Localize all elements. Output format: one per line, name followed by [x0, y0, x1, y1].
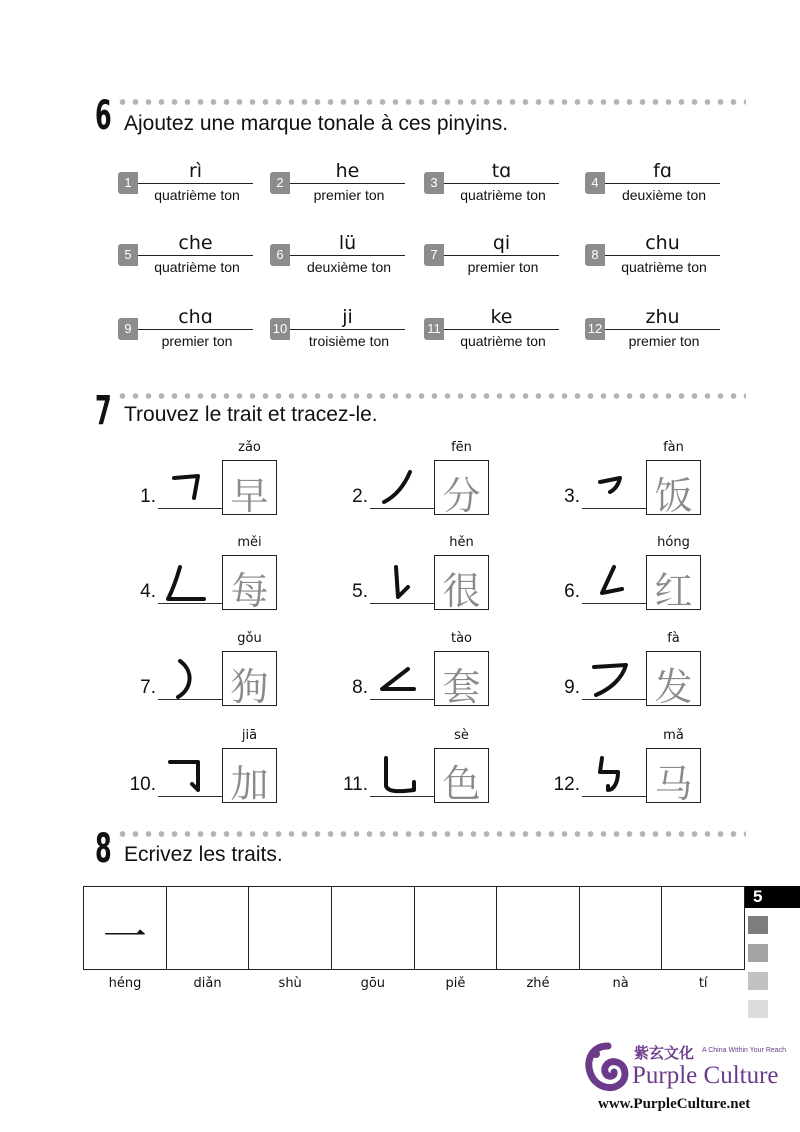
brand-watermark — [584, 1040, 794, 1120]
answer-line[interactable] — [582, 603, 646, 604]
stroke-name-label: héng — [108, 976, 142, 991]
chapter-tab-shade-3 — [748, 972, 768, 990]
answer-line — [605, 255, 720, 256]
stroke-writing-cell[interactable] — [249, 887, 332, 969]
stroke-name-label: zhé — [526, 976, 550, 991]
pinyin-answer-field[interactable]: qi — [492, 232, 511, 254]
section8-number: 8 — [95, 826, 112, 872]
character-pinyin: jiā — [241, 728, 258, 743]
character-pinyin: hóng — [657, 535, 690, 550]
tone-exercise-item — [424, 229, 564, 273]
stroke-writing-cell[interactable] — [580, 887, 663, 969]
character-pinyin: fēn — [451, 440, 472, 455]
item-number: 4. — [140, 581, 156, 602]
stroke-writing-cell[interactable] — [332, 887, 415, 969]
item-number-badge: 7 — [424, 244, 444, 266]
stroke-exercise-item — [116, 442, 296, 532]
stroke-exercise-item — [328, 442, 508, 532]
pinyin-answer-field[interactable]: ji — [342, 306, 353, 328]
stroke-glyph-icon — [162, 464, 214, 508]
tone-hint: deuxième ton — [306, 259, 392, 275]
answer-line — [138, 329, 253, 330]
answer-line[interactable] — [582, 699, 646, 700]
pinyin-answer-field[interactable]: he — [335, 160, 360, 182]
item-number-badge: 2 — [270, 172, 290, 194]
character-glyph: 饭 — [654, 474, 693, 518]
pinyin-answer-field[interactable]: ke — [490, 306, 513, 328]
answer-line — [290, 183, 405, 184]
stroke-glyph-icon — [374, 752, 426, 796]
character-box — [646, 555, 701, 613]
character-pinyin: tào — [450, 631, 473, 646]
item-number: 6. — [564, 581, 580, 602]
item-number-badge: 5 — [118, 244, 138, 266]
character-glyph: 套 — [442, 665, 481, 709]
character-pinyin: gǒu — [237, 631, 262, 646]
cell-stroke: 一 — [102, 912, 147, 963]
pinyin-answer-field[interactable]: zhu — [645, 306, 680, 328]
character-box — [222, 555, 277, 613]
item-number-badge: 12 — [585, 318, 605, 340]
item-number: 2. — [352, 486, 368, 507]
item-number-badge: 8 — [585, 244, 605, 266]
character-glyph: 早 — [230, 474, 269, 518]
character-pinyin: měi — [237, 535, 262, 550]
character-box — [434, 651, 489, 709]
stroke-exercise-item — [328, 730, 508, 820]
brand-name: Purple Culture — [632, 1062, 779, 1089]
item-number-badge: 1 — [118, 172, 138, 194]
stroke-glyph-icon — [586, 464, 638, 508]
character-glyph: 狗 — [230, 665, 269, 709]
tone-hint: premier ton — [161, 333, 233, 349]
chapter-tab-label: 5 — [753, 887, 763, 906]
pinyin-answer-field[interactable]: rì — [188, 160, 203, 182]
character-glyph: 红 — [654, 569, 693, 613]
section6-dotted-rule — [116, 99, 746, 105]
section8-title: Ecrivez les traits. — [124, 843, 283, 866]
tone-hint: quatrième ton — [154, 259, 240, 275]
stroke-exercise-item — [328, 537, 508, 627]
character-pinyin: hěn — [449, 535, 474, 550]
answer-line — [138, 255, 253, 256]
stroke-writing-cell[interactable] — [497, 887, 580, 969]
tone-exercise-item — [585, 229, 725, 273]
item-number: 5. — [352, 581, 368, 602]
stroke-exercise-item — [540, 633, 720, 723]
stroke-glyph-icon — [162, 655, 214, 699]
answer-line — [444, 183, 559, 184]
item-number: 3. — [564, 486, 580, 507]
section8-dotted-rule — [116, 831, 746, 837]
tone-exercise-item — [270, 157, 410, 201]
section7-dotted-rule — [116, 393, 746, 399]
stroke-glyph-icon — [586, 752, 638, 796]
item-number-badge: 4 — [585, 172, 605, 194]
stroke-exercise-item — [116, 730, 296, 820]
tone-exercise-item — [585, 157, 725, 201]
tone-exercise-item — [118, 229, 258, 273]
character-box — [222, 651, 277, 709]
character-pinyin: sè — [454, 728, 469, 743]
stroke-name-label: diǎn — [193, 976, 222, 991]
answer-line[interactable] — [370, 699, 434, 700]
stroke-writing-cell[interactable] — [415, 887, 498, 969]
answer-line — [290, 255, 405, 256]
item-number-badge: 6 — [270, 244, 290, 266]
tone-hint: premier ton — [313, 187, 385, 203]
answer-line — [290, 329, 405, 330]
stroke-writing-cell[interactable] — [84, 887, 167, 969]
chapter-tab-shade-2 — [748, 944, 768, 962]
answer-line[interactable] — [158, 603, 222, 604]
character-glyph: 发 — [654, 665, 693, 709]
brand-chinese-name: 紫玄文化 — [634, 1044, 695, 1062]
answer-line[interactable] — [582, 796, 646, 797]
answer-line — [138, 183, 253, 184]
character-box — [434, 555, 489, 613]
pinyin-answer-field[interactable]: tɑ — [491, 160, 512, 182]
character-pinyin: zǎo — [238, 440, 261, 455]
stroke-exercise-item — [540, 442, 720, 532]
item-number: 9. — [564, 677, 580, 698]
section6-number: 6 — [95, 93, 112, 139]
brand-tagline: A China Within Your Reach — [702, 1047, 787, 1054]
item-number: 1. — [140, 486, 156, 507]
character-glyph: 每 — [230, 569, 269, 613]
answer-line[interactable] — [158, 699, 222, 700]
tone-hint: premier ton — [467, 259, 539, 275]
pinyin-answer-field[interactable]: chu — [645, 232, 680, 254]
stroke-writing-grid — [83, 886, 745, 970]
pinyin-answer-field[interactable]: che — [178, 232, 213, 254]
stroke-glyph-icon — [162, 752, 214, 796]
character-box — [434, 748, 489, 806]
stroke-glyph-icon — [374, 464, 426, 508]
answer-line — [444, 255, 559, 256]
chapter-tab — [745, 886, 800, 908]
stroke-writing-cell[interactable] — [662, 887, 744, 969]
tone-exercise-item — [270, 229, 410, 273]
tone-exercise-item — [424, 303, 564, 347]
tone-hint: quatrième ton — [154, 187, 240, 203]
answer-line[interactable] — [158, 796, 222, 797]
tone-exercise-item — [585, 303, 725, 347]
item-number-badge: 9 — [118, 318, 138, 340]
item-number: 10. — [129, 774, 156, 795]
character-pinyin: fàn — [663, 440, 684, 455]
character-pinyin: fà — [667, 631, 680, 646]
character-glyph: 很 — [442, 569, 481, 613]
answer-line[interactable] — [370, 603, 434, 604]
answer-line — [444, 329, 559, 330]
pinyin-answer-field[interactable]: lü — [338, 232, 357, 254]
stroke-exercise-item — [116, 633, 296, 723]
item-number: 12. — [553, 774, 580, 795]
pinyin-answer-field[interactable]: chɑ — [178, 306, 213, 328]
stroke-name-label: nà — [612, 976, 629, 991]
character-box — [222, 460, 277, 518]
stroke-name-label: tí — [698, 976, 708, 991]
tone-exercise-item — [118, 303, 258, 347]
tone-hint: quatrième ton — [460, 333, 546, 349]
brand-url[interactable]: www.PurpleCulture.net — [598, 1096, 751, 1112]
section7-title: Trouvez le trait et tracez-le. — [124, 403, 378, 426]
chapter-tab-shade-1 — [748, 916, 768, 934]
character-box — [646, 460, 701, 518]
tone-exercise-item — [424, 157, 564, 201]
answer-line[interactable] — [370, 508, 434, 509]
section6-title: Ajoutez une marque tonale à ces pinyins. — [124, 112, 509, 135]
pinyin-answer-field[interactable]: fɑ — [653, 160, 672, 182]
character-glyph: 马 — [654, 762, 693, 806]
chapter-tab-shade-4 — [748, 1000, 768, 1018]
character-glyph: 分 — [442, 474, 481, 518]
answer-line — [605, 329, 720, 330]
item-number: 11. — [342, 774, 368, 795]
stroke-exercise-item — [540, 730, 720, 820]
character-pinyin: mǎ — [663, 728, 684, 743]
item-number-badge: 11 — [424, 318, 444, 340]
item-number: 7. — [140, 677, 156, 698]
item-number-badge: 3 — [424, 172, 444, 194]
character-glyph: 色 — [442, 762, 481, 806]
character-box — [434, 460, 489, 518]
answer-line[interactable] — [370, 796, 434, 797]
stroke-name-label: shù — [278, 976, 302, 991]
stroke-writing-cell[interactable] — [167, 887, 250, 969]
character-box — [646, 651, 701, 709]
tone-exercise-item — [118, 157, 258, 201]
answer-line — [605, 183, 720, 184]
stroke-glyph-icon — [374, 559, 426, 603]
tone-hint: troisième ton — [308, 333, 390, 349]
tone-hint: quatrième ton — [621, 259, 707, 275]
tone-hint: quatrième ton — [460, 187, 546, 203]
section7-number: 7 — [95, 388, 112, 434]
stroke-exercise-item — [540, 537, 720, 627]
stroke-glyph-icon — [374, 655, 426, 699]
stroke-exercise-item — [116, 537, 296, 627]
stroke-glyph-icon — [162, 559, 214, 603]
stroke-glyph-icon — [586, 559, 638, 603]
tone-hint: premier ton — [628, 333, 700, 349]
item-number-badge: 10 — [270, 318, 290, 340]
brand-logo-icon — [584, 1042, 632, 1094]
character-box — [222, 748, 277, 806]
stroke-exercise-item — [328, 633, 508, 723]
stroke-glyph-icon — [586, 655, 638, 699]
tone-exercise-item — [270, 303, 410, 347]
character-glyph: 加 — [230, 762, 269, 806]
item-number: 8. — [352, 677, 368, 698]
answer-line[interactable] — [158, 508, 222, 509]
stroke-name-label: gōu — [360, 976, 386, 991]
stroke-name-label: piě — [445, 976, 466, 991]
character-box — [646, 748, 701, 806]
tone-hint: deuxième ton — [621, 187, 707, 203]
answer-line[interactable] — [582, 508, 646, 509]
